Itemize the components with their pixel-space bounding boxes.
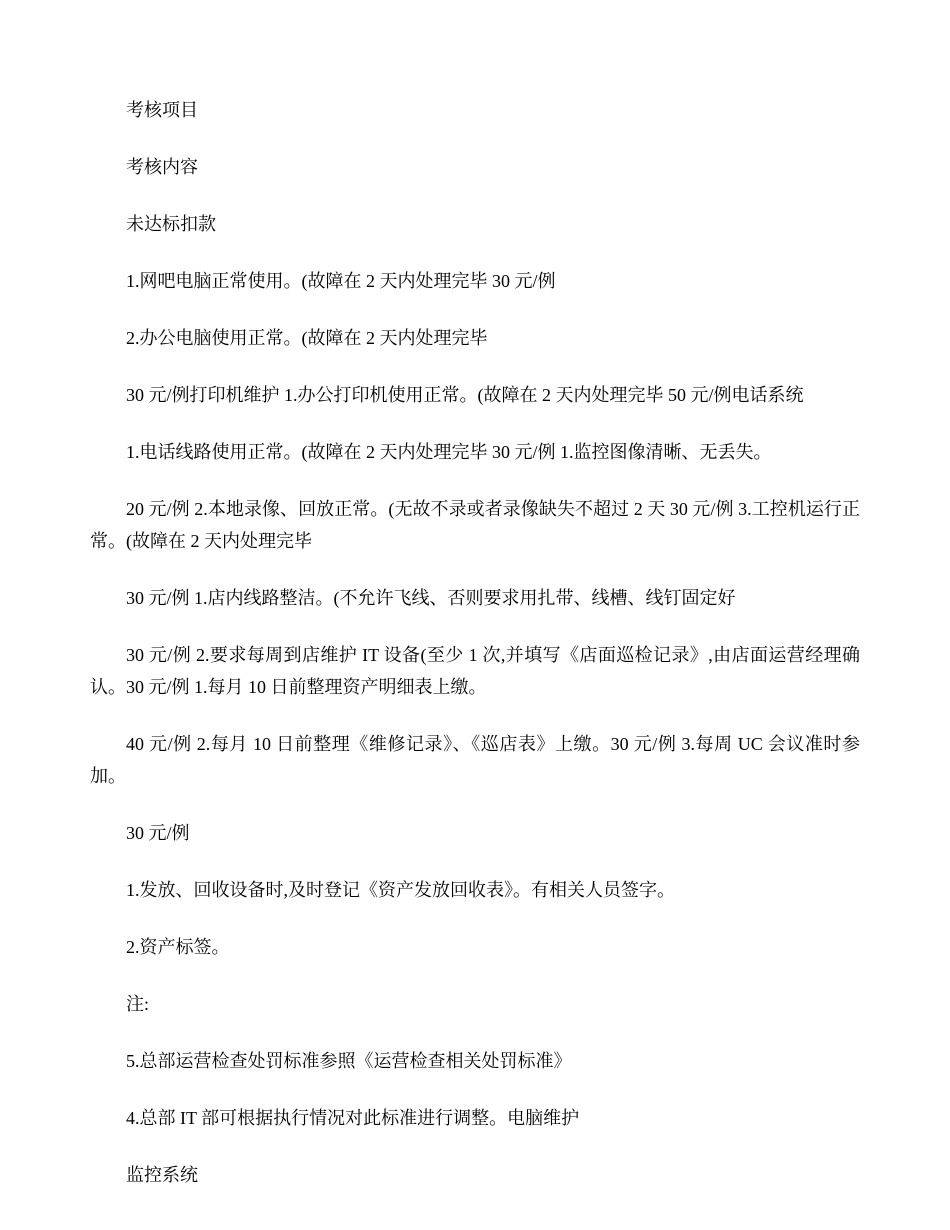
paragraph-asset-label: 2.资产标签。 — [126, 937, 230, 957]
paragraph-cafe-pc: 1.网吧电脑正常使用。(故障在 2 天内处理完毕 30 元/例 — [126, 271, 556, 291]
paragraph-repair-records: 40 元/例 2.每月 10 日前整理《维修记录》、《巡店表》上缴。30 元/例 3.每周 UC 会议准时参加。 — [90, 734, 860, 786]
paragraph-recording: 20 元/例 2.本地录像、回放正常。(无故不录或者录像缺失不超过 2 天 30 元/例 3.工控机运行正常。(故障在 2 天内处理完毕 — [90, 499, 860, 551]
paragraph-hq-standard: 5.总部运营检查处罚标准参照《运营检查相关处罚标准》 — [126, 1051, 572, 1071]
paragraph-weekly-maintenance: 30 元/例 2.要求每周到店维护 IT 设备(至少 1 次,并填写《店面巡检记录》,由店面运营经理确认。30 元/例 1.每月 10 日前整理资产明细表上缴。 — [90, 645, 860, 697]
paragraph-printer: 30 元/例打印机维护 1.办公打印机使用正常。(故障在 2 天内处理完毕 50 元/例电话系统 — [126, 385, 804, 405]
paragraph-wiring: 30 元/例 1.店内线路整洁。(不允许飞线、否则要求用扎带、线槽、线钉固定好 — [126, 588, 736, 608]
paragraph-phone-line: 1.电话线路使用正常。(故障在 2 天内处理完毕 30 元/例 1.监控图像清晰、无丢失。 — [126, 442, 772, 462]
paragraph-office-pc: 2.办公电脑使用正常。(故障在 2 天内处理完毕 — [126, 328, 488, 348]
paragraph-monitoring-system: 监控系统 — [126, 1165, 198, 1185]
paragraph-hq-adjust: 4.总部 IT 部可根据执行情况对此标准进行调整。电脑维护 — [126, 1108, 580, 1128]
paragraph-fee: 30 元/例 — [126, 823, 190, 843]
paragraph-deduction-header: 未达标扣款 — [126, 214, 216, 234]
paragraph-assessment-item: 考核项目 — [126, 100, 198, 120]
paragraph-asset-register: 1.发放、回收设备时,及时登记《资产发放回收表》。有相关人员签字。 — [126, 880, 675, 900]
paragraph-note: 注: — [126, 994, 150, 1014]
paragraph-assessment-content: 考核内容 — [126, 157, 198, 177]
